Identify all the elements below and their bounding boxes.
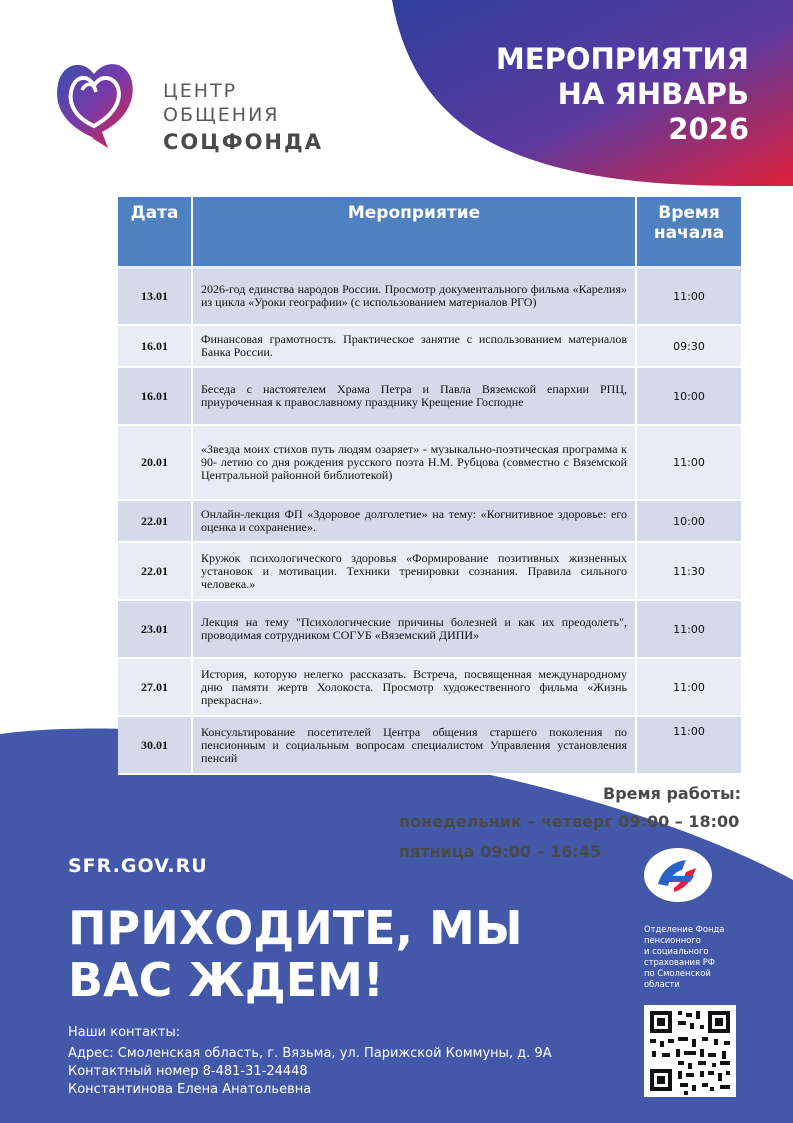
row-date: 16.01 bbox=[118, 325, 192, 367]
slogan bbox=[68, 902, 588, 1006]
row-event: 2026-год единства народов России. Просмотр документального фильма «Карелия» из цикла «Уроки географии» (с использованием материалов РГО) bbox=[192, 267, 636, 325]
contact-person: Константинова Елена Анатольевна bbox=[68, 1082, 312, 1097]
row-date: 20.01 bbox=[118, 425, 192, 500]
row-date: 16.01 bbox=[118, 367, 192, 425]
title-line-3: 2026 bbox=[668, 112, 749, 146]
title-line-1: МЕРОПРИЯТИЯ bbox=[495, 42, 749, 76]
org-line: пенсионного bbox=[644, 935, 701, 945]
slogan-line-1: ПРИХОДИТЕ, МЫ bbox=[68, 901, 523, 955]
row-time: 11:00 bbox=[636, 425, 741, 500]
table-row bbox=[118, 325, 741, 367]
table-row bbox=[118, 425, 741, 500]
hours-friday: пятница 09:00 – 16:45 bbox=[399, 842, 602, 861]
table-row bbox=[118, 267, 741, 325]
row-event: «Звезда моих стихов путь людям озаряет» - музыкально-поэтическая программа к 90- летию со дня рождения русского поэта Н.М. Рубцова (совместно с Вяземской Центральной районной библиотекой) bbox=[192, 425, 636, 500]
row-time: 09:30 bbox=[636, 325, 741, 367]
row-event: История, которую нелегко рассказать. Встреча, посвященная международному дню памяти жертв Холокоста. Просмотр художественного фильма «Жизнь прекрасна». bbox=[192, 658, 636, 716]
row-time: 11:00 bbox=[636, 267, 741, 325]
column-header-time: Время начала bbox=[636, 197, 741, 267]
hours-weekdays: понедельник – четверг 09:00 – 18:00 bbox=[399, 812, 740, 831]
row-time: 11:30 bbox=[636, 542, 741, 600]
row-time: 10:00 bbox=[636, 367, 741, 425]
slogan-line-2: ВАС ЖДЕМ! bbox=[68, 953, 384, 1007]
row-event: Финансовая грамотность. Практическое занятие с использованием материалов Банка России. bbox=[192, 325, 636, 367]
column-header-event: Мероприятие bbox=[192, 197, 636, 267]
row-event: Беседа с настоятелем Храма Петра и Павла Вяземской епархии РПЦ, приуроченная к православному празднику Крещение Господне bbox=[192, 367, 636, 425]
events-table bbox=[118, 197, 741, 775]
org-line: области bbox=[644, 979, 680, 989]
row-time: 11:00 bbox=[636, 600, 741, 658]
logo-text-line1: ЦЕНТР bbox=[163, 80, 238, 102]
contact-address: Адрес: Смоленская область, г. Вязьма, ул. Парижской Коммуны, д. 9А bbox=[68, 1046, 552, 1061]
row-event: Консультирование посетителей Центра общения старшего поколения по пенсионным и социальным вопросам специалистом Управления установления пенсий bbox=[192, 716, 636, 774]
column-header-date: Дата bbox=[118, 197, 192, 267]
table-header-row bbox=[118, 197, 741, 267]
hours-label: Время работы: bbox=[603, 784, 741, 803]
table-row bbox=[118, 500, 741, 542]
org-line: страхования РФ bbox=[644, 957, 715, 967]
row-date: 22.01 bbox=[118, 500, 192, 542]
table-row bbox=[118, 658, 741, 716]
row-date: 13.01 bbox=[118, 267, 192, 325]
table-row bbox=[118, 600, 741, 658]
website-link[interactable]: SFR.GOV.RU bbox=[68, 855, 208, 877]
heart-speech-logo-icon bbox=[52, 52, 136, 152]
row-time: 10:00 bbox=[636, 500, 741, 542]
table-row bbox=[118, 716, 741, 774]
row-date: 22.01 bbox=[118, 542, 192, 600]
org-line: Отделение Фонда bbox=[644, 924, 725, 934]
row-event: Лекция на тему "Психологические причины болезней и как их преодолеть", проводимая сотрудником СОГУБ «Вяземский ДИПИ» bbox=[192, 600, 636, 658]
qr-code-icon[interactable] bbox=[644, 1005, 736, 1097]
page-title bbox=[429, 42, 749, 147]
logo-text-line2: ОБЩЕНИЯ bbox=[163, 104, 280, 126]
org-line: и социального bbox=[644, 946, 709, 956]
table-row bbox=[118, 542, 741, 600]
org-line: по Смоленской bbox=[644, 968, 711, 978]
contact-phone: Контактный номер 8-481-31-24448 bbox=[68, 1064, 308, 1079]
row-date: 23.01 bbox=[118, 600, 192, 658]
row-time: 11:00 bbox=[636, 716, 741, 774]
contacts-title: Наши контакты: bbox=[68, 1025, 181, 1040]
row-time: 11:00 bbox=[636, 658, 741, 716]
logo-text-line3: СОЦФОНДА bbox=[163, 130, 323, 154]
row-event: Онлайн-лекция ФП «Здоровое долголетие» на тему: «Когнитивное здоровье: его оценка и сохранение». bbox=[192, 500, 636, 542]
sfr-org-name bbox=[644, 924, 744, 990]
title-line-2: НА ЯНВАРЬ bbox=[557, 77, 749, 111]
sfr-logo-icon bbox=[644, 848, 712, 902]
row-event: Кружок психологического здоровья «Формирование позитивных жизненных установок и мотивации. Техники тренировки сознания. Правила сильного человека.» bbox=[192, 542, 636, 600]
row-date: 30.01 bbox=[118, 716, 192, 774]
table-row bbox=[118, 367, 741, 425]
row-date: 27.01 bbox=[118, 658, 192, 716]
